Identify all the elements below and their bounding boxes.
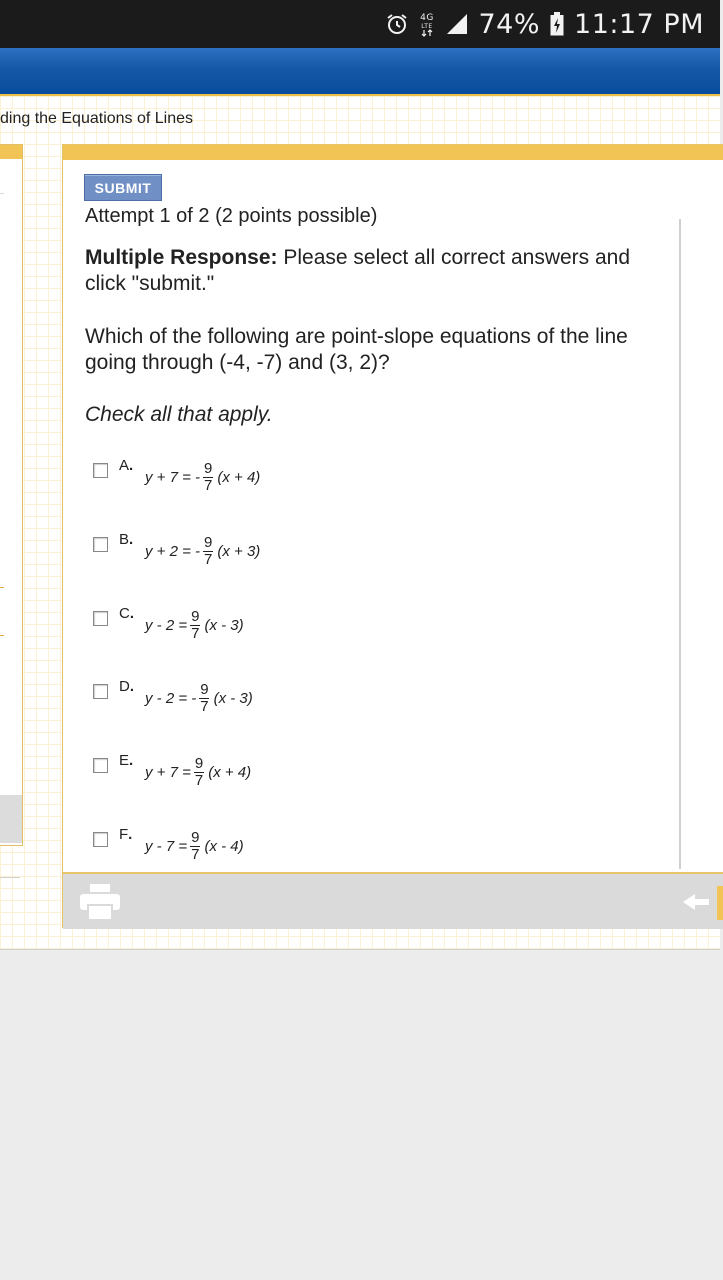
question-type-label: Multiple Response:	[85, 246, 278, 269]
fraction: $\frac{9}{7}$	[191, 607, 200, 642]
checkbox[interactable]	[93, 684, 108, 699]
checkbox[interactable]	[93, 463, 108, 478]
checkbox[interactable]	[93, 758, 108, 773]
back-arrow-icon[interactable]	[683, 893, 709, 916]
equation: y + 7 = $\frac{9}{7}$ (x + 4)	[145, 754, 252, 789]
equation: y + 7 = - $\frac{9}{7}$ (x + 4)	[145, 459, 261, 494]
question-panel-topbar	[63, 145, 723, 160]
scrollbar[interactable]	[679, 219, 681, 869]
equation: y - 7 = $\frac{9}{7}$ (x - 4)	[145, 828, 244, 863]
left-panel-footer	[0, 795, 22, 843]
choice-letter: C.	[119, 605, 135, 622]
question-panel	[62, 144, 723, 928]
equation: y - 2 = - $\frac{9}{7}$ (x - 3)	[145, 680, 253, 715]
choice-letter: A.	[119, 457, 134, 474]
fraction: $\frac{9}{7}$	[200, 680, 209, 715]
left-divider	[0, 635, 4, 636]
clock: 11:17 PM	[574, 8, 704, 40]
signal-icon	[445, 12, 469, 36]
battery-percent: 74%	[478, 8, 541, 40]
choice-letter: E.	[119, 752, 134, 769]
left-divider	[0, 193, 4, 194]
fraction: $\frac{9}{7}$	[191, 828, 200, 863]
network-type-icon	[419, 11, 435, 37]
question-content[interactable]	[63, 205, 677, 869]
print-icon[interactable]	[80, 884, 120, 925]
svg-text:4G: 4G	[419, 13, 434, 23]
choice-letter: B.	[119, 531, 134, 548]
fraction: $\frac{9}{7}$	[204, 533, 213, 568]
choice-letter: D.	[119, 678, 135, 695]
equation: y + 2 = - $\frac{9}{7}$ (x + 3)	[145, 533, 261, 568]
alarm-icon	[385, 12, 409, 36]
status-icons	[385, 8, 705, 40]
app-header	[0, 48, 720, 96]
left-panel	[0, 144, 23, 846]
left-divider	[0, 877, 20, 878]
check-all-hint: Check all that apply.	[85, 403, 273, 426]
checkbox[interactable]	[93, 611, 108, 626]
left-panel-topbar	[0, 145, 22, 159]
svg-text:LTE: LTE	[420, 23, 433, 30]
question-prompt: Which of the following are point-slope equations of the line going through (-4, -7) and (3, 2)?	[85, 325, 628, 374]
checkbox[interactable]	[93, 537, 108, 552]
fraction: $\frac{9}{7}$	[194, 754, 204, 789]
submit-button[interactable]: SUBMIT	[84, 174, 162, 201]
attempt-info: Attempt 1 of 2 (2 points possible)	[85, 205, 378, 227]
instructions	[85, 245, 665, 297]
left-divider	[0, 587, 4, 588]
footer-accent	[717, 886, 723, 920]
instruction-text: Please select all correct answers and click "submit."	[85, 246, 631, 295]
equation: y - 2 = $\frac{9}{7}$ (x - 3)	[145, 607, 244, 642]
breadcrumb: ding the Equations of Lines	[0, 110, 194, 127]
battery-charging-icon	[550, 12, 564, 36]
status-bar	[0, 0, 720, 48]
fraction: $\frac{9}{7}$	[204, 459, 213, 494]
choice-letter: F.	[119, 826, 133, 843]
checkbox[interactable]	[93, 832, 108, 847]
question-footer	[63, 872, 723, 929]
